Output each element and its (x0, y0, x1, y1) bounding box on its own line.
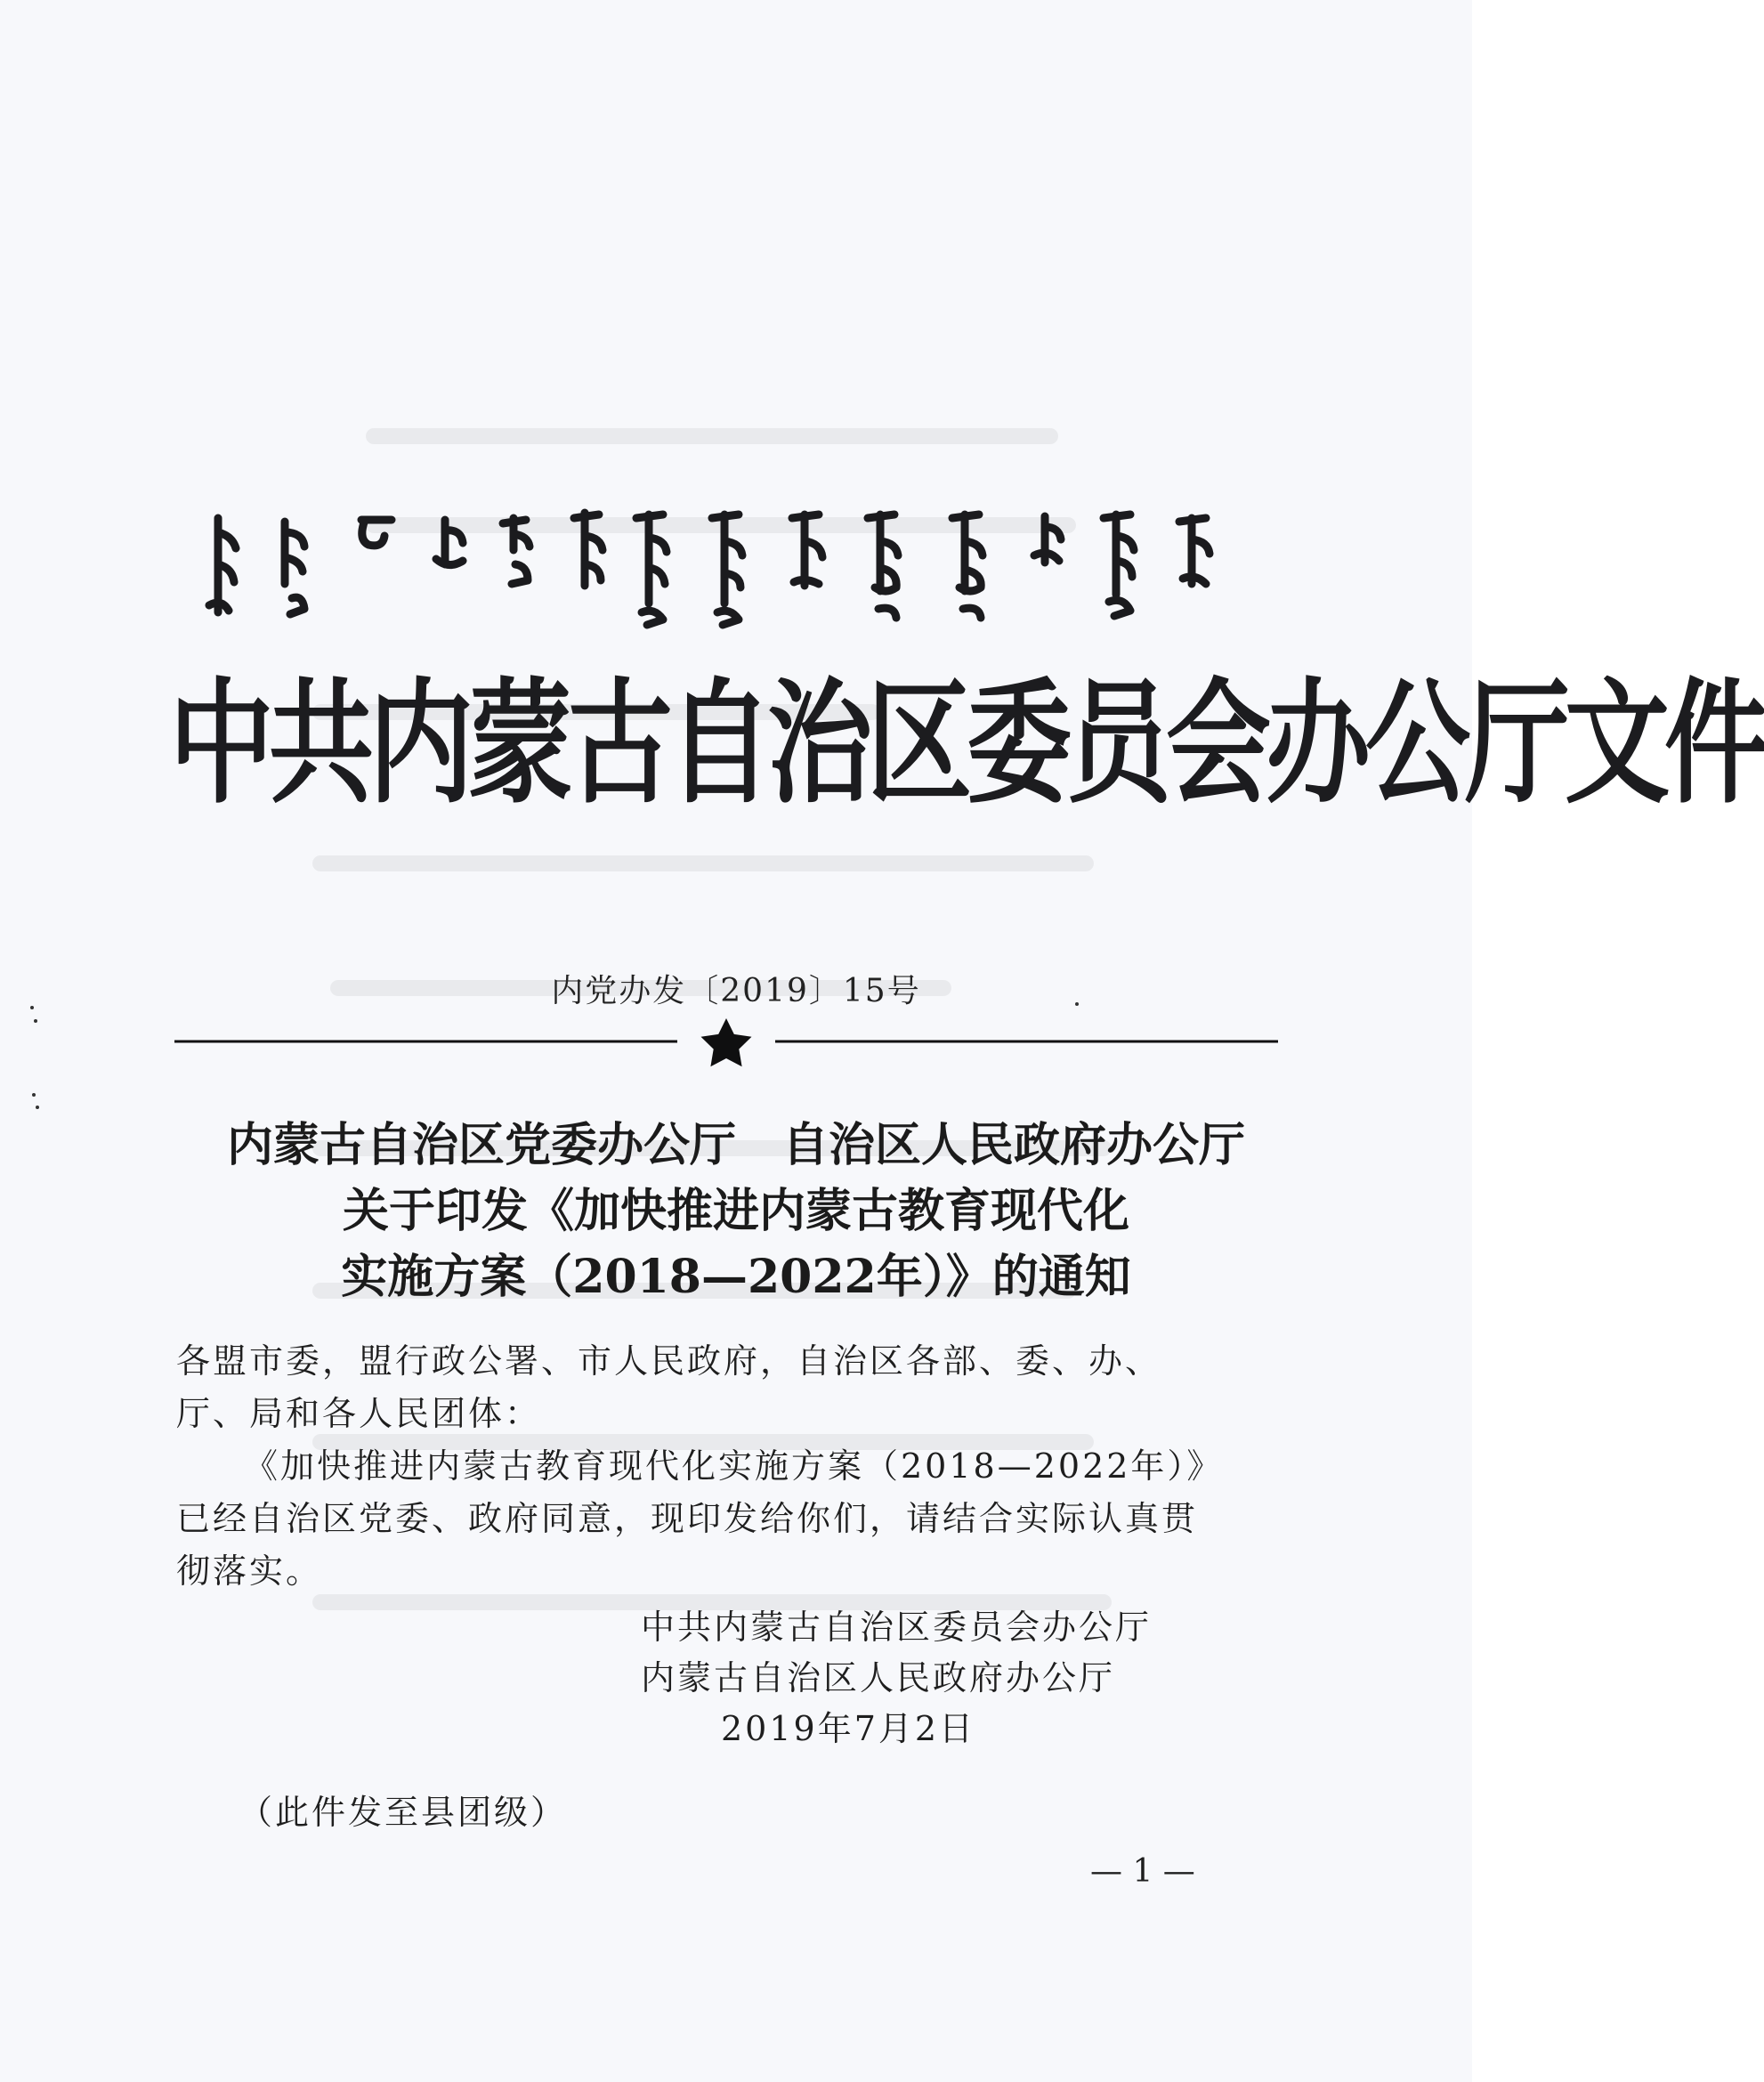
signature-block (641, 1602, 1210, 1754)
scan-speck (32, 1093, 36, 1097)
scan-speck (30, 1006, 34, 1009)
body-paragraph-line-3: 彻落实。 (176, 1551, 323, 1591)
divider-line (174, 1015, 1278, 1068)
issuer-party-office: 中共内蒙古自治区委员会办公厅 (641, 1608, 1153, 1647)
distribution-note: （此件发至县团级） (239, 1793, 568, 1832)
recipients-line-2: 厅、局和各人民团体： (176, 1394, 542, 1433)
document-number: 内党办发〔2019〕15号 (551, 973, 921, 1009)
body-paragraph-line-2: 已经自治区党委、政府同意，现印发给你们，请结合实际认真贯 (176, 1499, 1199, 1538)
notice-title-line-2: 关于印发《加快推进内蒙古教育现代化 (342, 1184, 1129, 1238)
notice-title (134, 1113, 1339, 1310)
notice-title-line-1: 内蒙古自治区党委办公厅 自治区人民政府办公厅 (226, 1118, 1245, 1172)
body-paragraph-line-1: 《加快推进内蒙古教育现代化实施方案（2018—2022年）》 (244, 1446, 1224, 1486)
scan-speck (1075, 1002, 1079, 1006)
scan-speck (34, 1019, 37, 1023)
scan-speck (36, 1106, 39, 1109)
page-number: — 1 — (1090, 1853, 1195, 1890)
notice-body (176, 1335, 1273, 1598)
issuer-government-office: 内蒙古自治区人民政府办公厅 (641, 1658, 1116, 1697)
recipients-line-1: 各盟市委，盟行政公署、市人民政府，自治区各部、委、办、 (176, 1341, 1162, 1381)
issue-date: 2019年7月2日 (721, 1709, 976, 1748)
star-icon (701, 1018, 752, 1066)
mongolian-script-header (191, 506, 1277, 630)
notice-title-line-3: 实施方案（2018—2022年）》的通知 (341, 1250, 1131, 1304)
document-header-title: 中共内蒙古自治区委员会办公厅文件 (169, 664, 1764, 822)
